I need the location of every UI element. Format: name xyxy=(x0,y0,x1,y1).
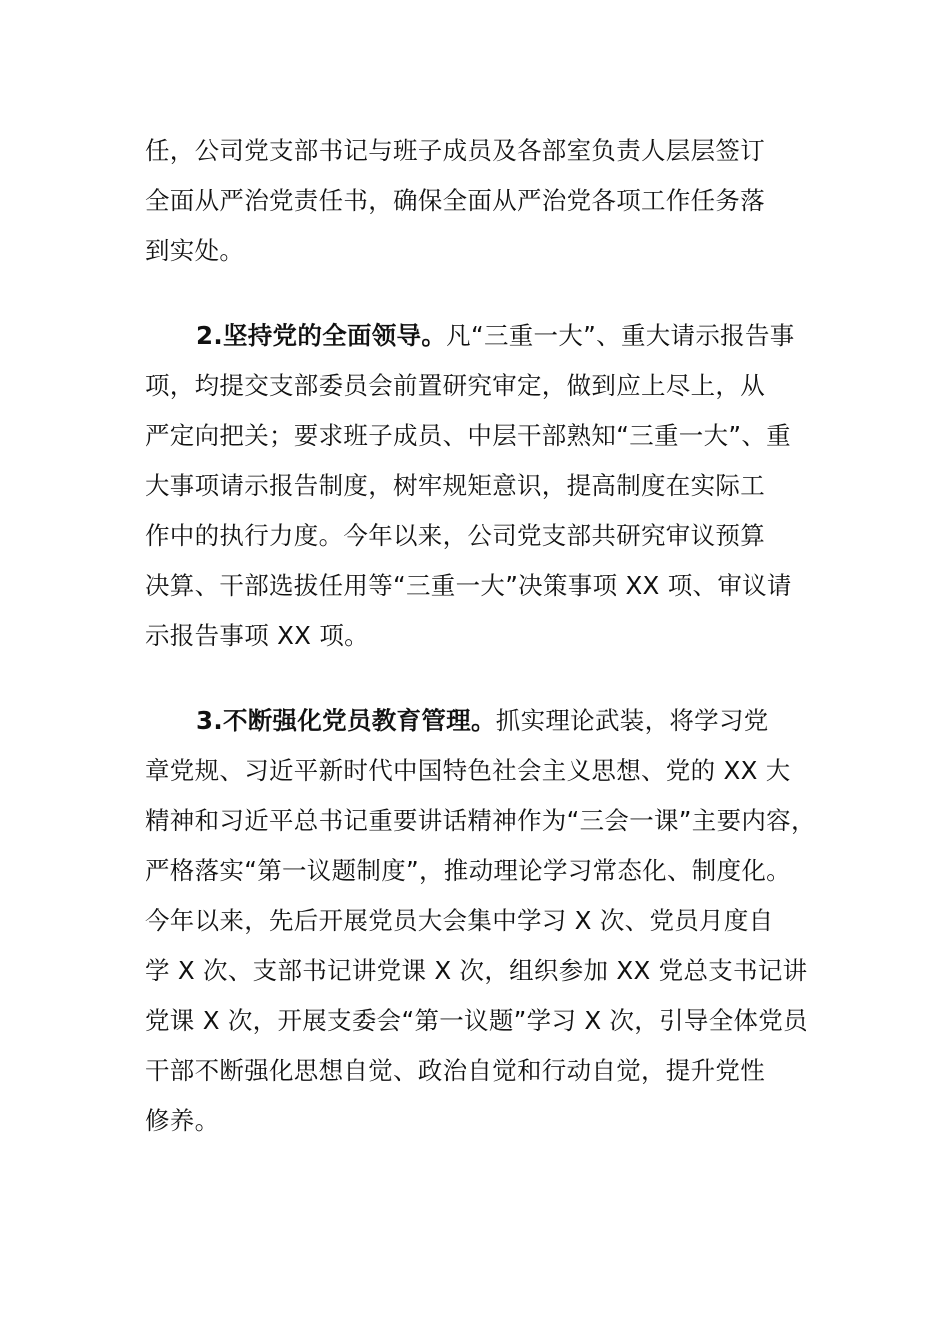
paragraph-3-line-2: 章党规、习近平新时代中国特色社会主义思想、党的 XX 大 xyxy=(145,756,791,785)
paragraph-3-heading: 3.不断强化党员教育管理。 xyxy=(196,706,496,735)
paragraph-2-heading: 2.坚持党的全面领导。 xyxy=(196,321,447,350)
paragraph-1-line-2: 全面从严治党责任书，确保全面从严治党各项工作任务落 xyxy=(145,186,765,215)
paragraph-3-line-5: 今年以来，先后开展党员大会集中学习 X 次、党员月度自 xyxy=(145,906,774,935)
paragraph-2-line-5: 作中的执行力度。今年以来，公司党支部共研究审议预算 xyxy=(145,521,765,550)
paragraph-2-line-2: 项，均提交支部委员会前置研究审定，做到应上尽上，从 xyxy=(145,371,765,400)
paragraph-2-line-1-text: 凡“三重一大”、重大请示报告事 xyxy=(446,321,795,350)
paragraph-3-line-4: 严格落实“第一议题制度”，推动理论学习常态化、制度化。 xyxy=(145,856,791,885)
paragraph-2-line-1 xyxy=(196,319,795,353)
paragraph-3-line-8: 干部不断强化思想自觉、政治自觉和行动自觉，提升党性 xyxy=(145,1056,765,1085)
paragraph-2-line-6: 决算、干部选拔任用等“三重一大”决策事项 XX 项、审议请 xyxy=(145,571,792,600)
paragraph-2-line-7: 示报告事项 XX 项。 xyxy=(145,621,369,650)
paragraph-1-line-1: 任，公司党支部书记与班子成员及各部室负责人层层签订 xyxy=(145,136,765,165)
paragraph-3-line-9: 修养。 xyxy=(145,1106,220,1135)
paragraph-3-line-1-text: 抓实理论武装，将学习党 xyxy=(495,706,769,735)
paragraph-3-line-3: 精神和习近平总书记重要讲话精神作为“三会一课”主要内容， xyxy=(145,806,816,835)
paragraph-1-line-3: 到实处。 xyxy=(145,236,245,265)
paragraph-3-line-1 xyxy=(196,704,769,738)
paragraph-3-line-7: 党课 X 次，开展支委会“第一议题”学习 X 次，引导全体党员 xyxy=(145,1006,808,1035)
paragraph-2-line-3: 严定向把关；要求班子成员、中层干部熟知“三重一大”、重 xyxy=(145,421,791,450)
paragraph-3-line-6: 学 X 次、支部书记讲党课 X 次，组织参加 XX 党总支书记讲 xyxy=(145,956,808,985)
paragraph-2-line-4: 大事项请示报告制度，树牢规矩意识，提高制度在实际工 xyxy=(145,471,765,500)
